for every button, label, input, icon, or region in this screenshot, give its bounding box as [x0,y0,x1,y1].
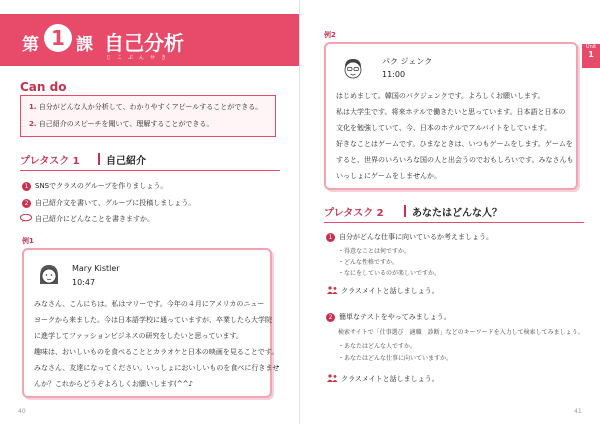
sub-question: ・あなたはどんな仕事に向いていますか。 [338,355,453,362]
step-number: 2 [326,313,335,322]
step-number: 2 [22,199,31,208]
pretask-label: プレタスク 2 [324,208,384,219]
heading-divider [98,153,100,165]
sub-question: ・なにをしているのが楽しいですか。 [338,270,441,277]
people-icon [326,374,338,382]
lesson-suffix: 課 [76,35,93,55]
step-text: SNSでクラスのグループを作りましょう。 [35,182,168,190]
sns-post-card [324,42,578,190]
lesson-header [0,14,300,66]
step-1 [326,232,493,242]
post-line: 文化を勉強していて、今、日本のホテルでアルバイトをしています。 [336,124,552,132]
face-avatar-icon [340,56,366,82]
cando-item-text: 自己紹介のスピーチを聞いて、理解することができる。 [38,120,214,128]
poster-name: Mary Kistler [72,264,120,273]
unit-number: 1 [588,50,594,59]
pretask-name: 自己紹介 [106,156,146,167]
example-label: 例1 [22,237,34,245]
lesson-number: 1 [44,24,72,52]
poster-name: パク ジェンク [382,57,433,66]
sub-question: ・得意なことは何ですか。 [338,248,411,255]
heading-underline [20,170,280,171]
sub-question: ・あなたはどんな人ですか。 [338,343,417,350]
cando-item [29,102,262,112]
step-number: 1 [22,182,31,191]
step-1 [22,181,167,191]
sns-post-card [22,248,280,398]
post-time: 10:47 [72,278,96,287]
post-body [336,88,573,184]
post-line: 趣味は、おいしいものを食べることとカラオケと日本の映画を見ることです。 [34,348,279,356]
post-body [34,296,279,392]
unit-label: Unit [585,44,597,50]
talk-instruction: クラスメイトと話しましょう。 [341,375,439,383]
cando-title: Can do [20,80,67,94]
unit-tab [582,44,600,68]
post-line: すると、世界のいろいろな国の人と出会うのでおもしろいです。みなさんも [336,156,574,164]
lesson-title-ruby: じこぶんせき [106,55,173,61]
pretask-name: あなたはどんな人？ [412,208,502,219]
step-text: 簡単なテストをやってみましょう。 [339,313,451,321]
lesson-title: 自己分析 [104,31,184,55]
cando-item-text: 自分がどんな人か分析して、わかりやすくアピールすることができる。 [38,103,263,111]
cando-item [29,119,213,129]
cando-box [20,95,276,137]
post-line: んか？これからどうぞよろしくお願いします(^^♪ [34,380,193,388]
page-number: 40 [18,408,26,415]
step-2 [22,198,195,208]
step-2 [326,312,451,322]
right-page [300,0,600,424]
face-avatar-icon [36,262,62,288]
post-line: みなさん、友達になってください。いっしょにおいしいものを食べに行きませ [34,364,280,372]
sub-instruction: 検索サイトで「仕事選び 適職 診断」などのキーワードを入力して検索してみましょう。 [338,329,584,336]
step-text: 自分がどんな仕事に向いているか考えましょう。 [339,233,493,241]
lesson-prefix: 第 [22,35,39,55]
post-line: 私は大学生です。将来ホテルで働きたいと思っています。日本語と日本の [336,108,566,116]
post-line: 好きなことはゲームです。ひまなときは、いつもゲームをします。ゲームを [336,140,573,148]
heading-divider [404,205,406,217]
post-time: 11:00 [382,70,406,79]
pretask-1-heading [20,150,280,168]
discussion-question: 自己紹介にどんなことを書きますか。 [35,215,154,223]
heading-underline [324,222,584,223]
talk-instruction: クラスメイトと話しましょう。 [341,287,439,295]
example-label: 例2 [324,31,336,39]
pretask-label: プレタスク 1 [20,156,80,167]
people-icon [326,286,338,294]
post-line: いっしょにゲームをしませんか。 [336,172,441,180]
step-text: 自己紹介文を書いて、グループに投稿しましょう。 [35,199,196,207]
speech-bubble-icon [20,214,32,222]
sub-question: ・どんな性格ですか。 [338,259,399,266]
post-line: はじめまして。韓国のパクジェンクです。よろしくお願いします。 [336,92,545,100]
step-number: 1 [326,233,335,242]
post-line: に進学してファッションビジネスの研究をしたいと思っています。 [34,332,243,340]
pretask-2-heading [324,202,584,220]
post-line: みなさん、こんにちは。私はマリーです。今年の４月にアメリカのニュー [34,300,265,308]
cando-item-number: 2. [29,120,37,128]
post-line: ヨークから来ました。今は日本語学校に通っていますが、卒業したら大学院 [34,316,272,324]
cando-item-number: 1. [29,103,37,111]
page-number: 41 [574,408,582,415]
